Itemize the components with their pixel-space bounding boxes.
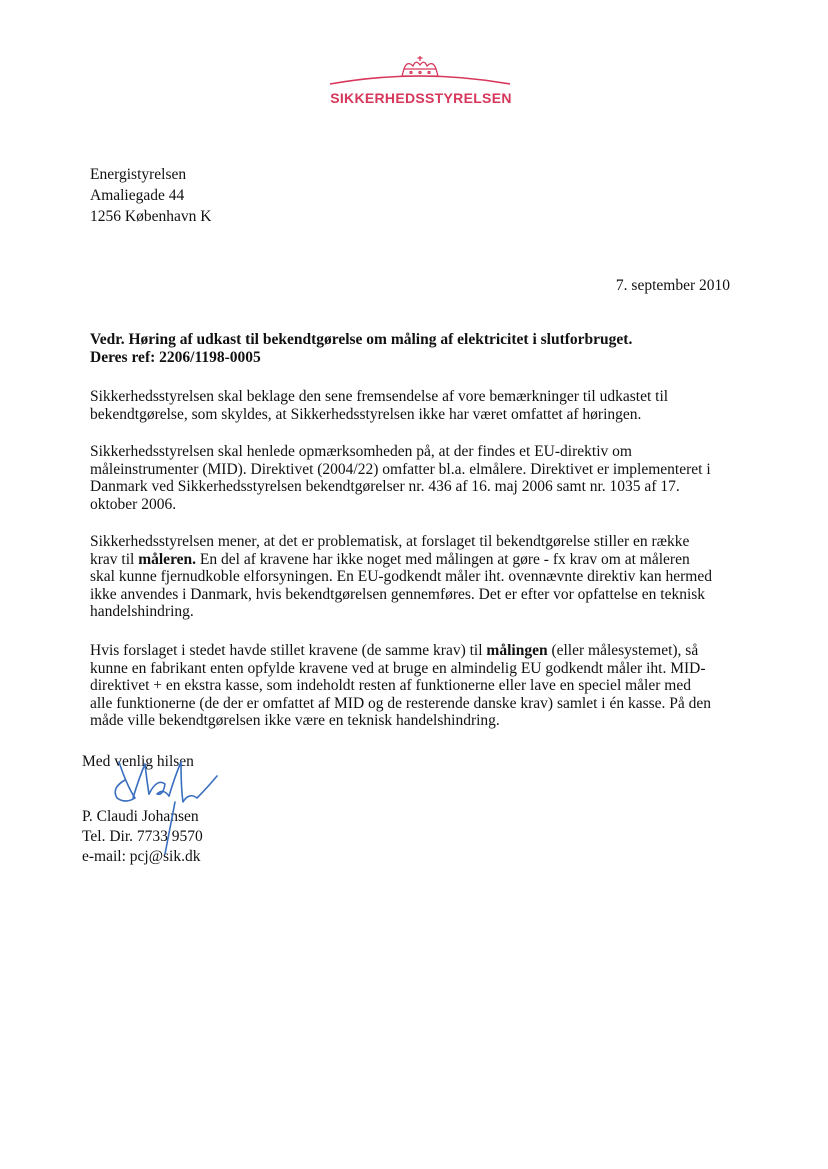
reference-line: Deres ref: 2206/1198-0005 — [90, 349, 261, 366]
text-line: måde ville bekendtgørelsen ikke være en teknisk handelshindring. — [90, 712, 500, 729]
text-line: ikke anvendes i Danmark, hvis bekendtgørelsen gennemføres. Det er efter vor opfattelse en teknisk — [90, 585, 706, 603]
emphasis-maaleren: måleren. — [138, 550, 197, 568]
paragraph-1 — [90, 388, 740, 423]
text-line: direktivet + en ekstra kasse, som indeholdt resten af funktionerne eller lave en speciel måler med — [90, 677, 691, 694]
recipient-name: Energistyrelsen — [90, 166, 187, 183]
text-line — [90, 642, 740, 660]
handwritten-signature — [105, 758, 225, 858]
text-segment: En del af kravene har ikke noget med målingen at gøre - fx krav om at måleren — [196, 550, 690, 568]
text-line: Sikkerhedsstyrelsen skal beklage den sene fremsendelse af vore bemærkninger til udkastet til — [90, 388, 669, 405]
text-line: kunne en fabrikant enten opfylde kravene ved at bruge en almindelig EU godkendt måler iht. MID- — [90, 659, 706, 677]
text-segment: Hvis forslaget i stedet havde stillet kravene (de samme krav) til — [90, 642, 487, 659]
letterhead-logo — [320, 50, 520, 114]
text-line: handelshindring. — [90, 603, 194, 620]
sender-phone: Tel. Dir. 7733 9570 — [82, 828, 203, 845]
text-line: Danmark ved Sikkerhedsstyrelsen bekendtgørelser nr. 436 af 16. maj 2006 samt nr. 1035 af 17. — [90, 478, 680, 495]
recipient-address — [90, 164, 211, 227]
subject-line: Vedr. Høring af udkast til bekendtgørelse om måling af elektricitet i slutforbruget. — [90, 331, 633, 348]
paragraph-3 — [90, 533, 740, 621]
org-name: SIKKERHEDSSTYRELSEN — [330, 90, 512, 106]
crown-icon — [320, 50, 520, 90]
text-line: bekendtgørelse, som skyldes, at Sikkerhedsstyrelsen ikke har været omfattet af høringen. — [90, 405, 642, 423]
text-line — [90, 551, 740, 569]
text-line: skal kunne fjernudkoble elforsyningen. En EU-godkendt måler iht. ovennævnte direktiv kan hermed — [90, 568, 712, 585]
paragraph-2 — [90, 443, 740, 513]
letter-date: 7. september 2010 — [615, 277, 730, 294]
text-line: Sikkerhedsstyrelsen skal henlede opmærksomheden på, at der findes et EU-direktiv om — [90, 443, 632, 460]
text-line: måleinstrumenter (MID). Direktivet (2004/22) omfatter bl.a. elmålere. Direktivet er implementeret i — [90, 460, 711, 478]
text-line: oktober 2006. — [90, 495, 177, 513]
subject-heading — [90, 331, 740, 367]
text-segment: krav til — [90, 550, 139, 568]
text-line: alle funktionerne (de der er omfattet af MID og de resterende danske krav) samlet i én kasse. På den — [90, 694, 712, 712]
text-line: Sikkerhedsstyrelsen mener, at det er problematisk, at forslaget til bekendtgørelse stiller en række — [90, 533, 690, 550]
recipient-city: 1256 København K — [90, 208, 212, 225]
sender-email: e-mail: pcj@sik.dk — [82, 848, 201, 865]
sender-name: P. Claudi Johansen — [82, 808, 199, 825]
text-segment: (eller målesystemet), så — [547, 642, 699, 659]
closing-salutation: Med venlig hilsen — [82, 753, 194, 770]
recipient-street: Amaliegade 44 — [90, 187, 185, 204]
emphasis-maalingen: målingen — [486, 642, 548, 659]
paragraph-4 — [90, 642, 740, 730]
